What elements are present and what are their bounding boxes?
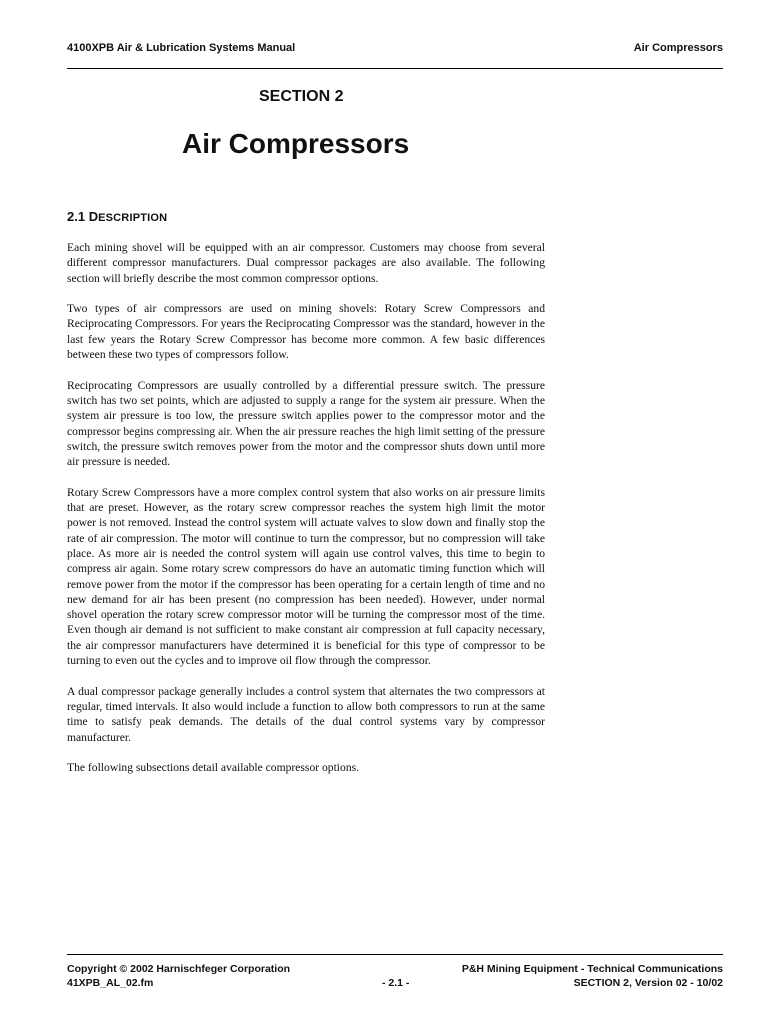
subsection-number: 2.1 <box>67 209 89 224</box>
footer-copyright: Copyright © 2002 Harnischfeger Corporation <box>67 963 291 975</box>
body-text <box>67 240 545 791</box>
paragraph: Each mining shovel will be equipped with an air compressor. Customers may choose from several different compressor manufacturers. Dual compressor packages are also available. The following section will briefly describe the most common compressor options. <box>67 241 545 285</box>
section-label: SECTION 2 <box>259 88 344 105</box>
footer-rule <box>67 954 723 955</box>
footer-page-number: - 2.1 - <box>382 977 410 989</box>
paragraph: The following subsections detail available compressor options. <box>67 761 360 775</box>
paragraph: Rotary Screw Compressors have a more complex control system that also works on air pressure limits that are preset. However, as the rotary screw compressor reaches the system high limit the motor power is not removed. Instead the control system will actuate valves to slow down and finally stop the rate of air compression. The motor will continue to turn the compressor, but no compression will take place. As more air is needed the control system will again use control valves, this time to begin to compress air again. Some rotary screw compressors do have an automatic timing function which will remove power from the motor if the compressor has been operating for a certain length of time and no new demand for air has been present (no compression has been needed). However, under normal shovel operation the rotary screw compressor motor will be turning the compressor most of the time. Even though air demand is not sufficient to make constant air compression at full capacity necessary, the air compressor manufacturers have determined it is beneficial for this type of compressor to be turning to even out the cycles and to improve oil flow through the compressor. <box>67 485 545 668</box>
header-chapter-title: Air Compressors <box>633 42 723 54</box>
footer-row-2 <box>67 977 723 989</box>
footer-filename: 41XPB_AL_02.fm <box>67 977 154 989</box>
footer-version: SECTION 2, Version 02 - 10/02 <box>573 977 723 989</box>
paragraph: Reciprocating Compressors are usually controlled by a differential pressure switch. The pressure switch has two set points, which are adjusted to supply a range for the system air pressure. When the system air pressure is too low, the pressure switch applies power to the compressor motor and the compressor begins compressing air. When the air pressure reaches the high limit setting of the pressure switch, the pressure switch removes power from the motor and the compressor shuts down until more air pressure is needed. <box>67 378 545 469</box>
page-title: Air Compressors <box>182 128 410 159</box>
paragraph: Two types of air compressors are used on mining shovels: Rotary Screw Compressors and Reciprocating Compressors. For years the Reciprocating Compressor was the standard, however in the last few years the Rotary Screw Compressor has become more common. A few basic differences between these two types of compressors follow. <box>67 302 545 362</box>
header-manual-title: 4100XPB Air & Lubrication Systems Manual <box>67 42 296 54</box>
subsection-heading <box>67 209 167 224</box>
footer-row-1 <box>67 963 723 975</box>
header-rule <box>67 68 723 69</box>
subsection-first-letter: D <box>88 209 99 224</box>
footer-publisher: P&H Mining Equipment - Technical Communications <box>461 963 723 975</box>
page-header <box>67 42 723 54</box>
subsection-small-caps: ESCRIPTION <box>98 212 168 224</box>
paragraph: A dual compressor package generally includes a control system that alternates the two compressors at regular, timed intervals. It also would include a function to allow both compressors to run at the same time to satisfy peak demands. The details of the dual control systems vary by compressor manufacturer. <box>67 684 545 744</box>
